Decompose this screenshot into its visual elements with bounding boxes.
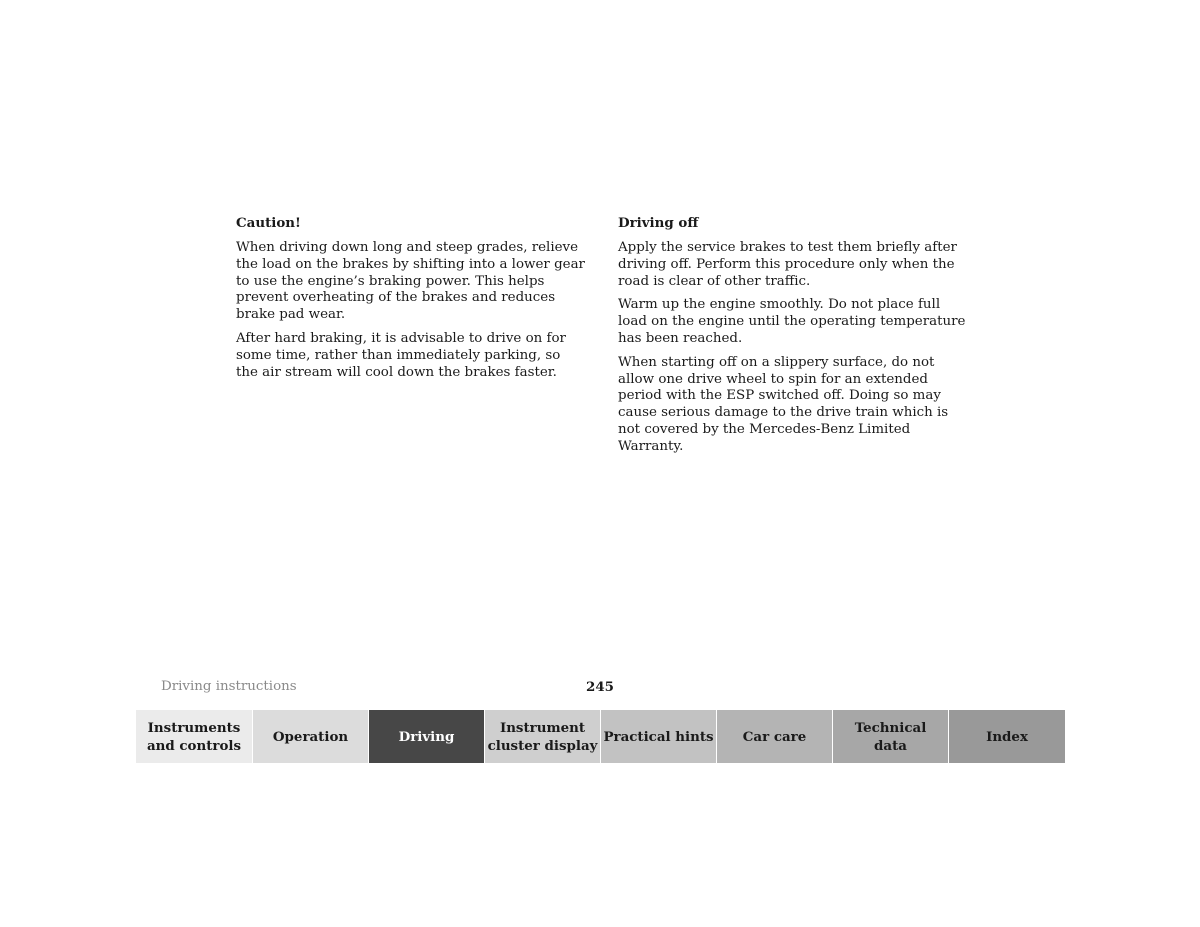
tab-operation[interactable]: Operation [253, 710, 369, 763]
chapter-tab-bar [136, 710, 1065, 763]
tab-technical-data[interactable]: Technical data [833, 710, 949, 763]
tab-driving[interactable]: Driving [369, 710, 485, 763]
driving-off-paragraph-2: Warm up the engine smoothly. Do not place full load on the engine until the operating temperature has been reached. [618, 297, 966, 346]
tab-instrument-cluster-display[interactable]: Instrument cluster display [485, 710, 601, 763]
tab-car-care[interactable]: Car care [717, 710, 833, 763]
caution-paragraph-1: When driving down long and steep grades, relieve the load on the brakes by shifting into a lower gear to use the engine’s braking power. This helps prevent overheating of the brakes and reduces brake pad wear. [236, 240, 585, 323]
tab-instruments-and-controls[interactable]: Instruments and controls [136, 710, 253, 763]
tab-index[interactable]: Index [949, 710, 1065, 763]
caution-heading: Caution! [236, 215, 301, 231]
driving-off-paragraph-3: When starting off on a slippery surface, do not allow one drive wheel to spin for an extended period with the ESP switched off. Doing so may cause serious damage to the drive train which is not covered by the Mercedes-Benz Limited Warranty. [618, 354, 949, 454]
right-column [618, 214, 968, 463]
left-column [236, 214, 586, 388]
section-label: Driving instructions [161, 679, 297, 694]
tab-practical-hints[interactable]: Practical hints [601, 710, 717, 763]
caution-paragraph-2: After hard braking, it is advisable to drive on for some time, rather than immediately parking, so the air stream will cool down the brakes faster. [236, 330, 566, 380]
driving-off-heading: Driving off [618, 215, 699, 231]
driving-off-paragraph-1: Apply the service brakes to test them briefly after driving off. Perform this procedure only when the road is clear of other traffic. [618, 240, 957, 289]
page-number: 245 [586, 679, 614, 695]
